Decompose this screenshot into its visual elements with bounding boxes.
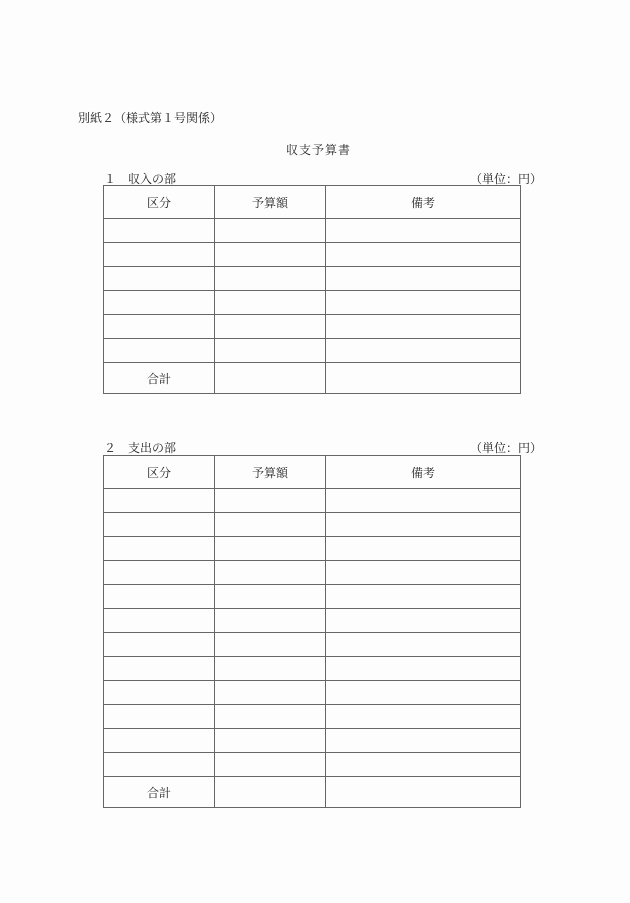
total-row: [104, 363, 521, 394]
table-row: [104, 705, 521, 729]
table-header-row: [104, 456, 521, 489]
expense-heading: ２ 支出の部: [104, 441, 177, 455]
total-remarks-cell[interactable]: [326, 777, 521, 808]
table-row: [104, 489, 521, 513]
category-cell[interactable]: [104, 681, 215, 705]
total-budget-cell[interactable]: [215, 363, 326, 394]
category-cell[interactable]: [104, 219, 215, 243]
expense-unit: （単位：円）: [470, 441, 543, 455]
total-label: 合計: [104, 777, 215, 808]
category-cell[interactable]: [104, 489, 215, 513]
column-header-budget: 予算額: [215, 186, 326, 219]
remarks-cell[interactable]: [326, 729, 521, 753]
column-header-remarks: 備考: [326, 456, 521, 489]
category-cell[interactable]: [104, 753, 215, 777]
table-row: [104, 561, 521, 585]
remarks-cell[interactable]: [326, 315, 521, 339]
budget-cell[interactable]: [215, 609, 326, 633]
category-cell[interactable]: [104, 291, 215, 315]
table-row: [104, 657, 521, 681]
column-header-category: 区分: [104, 186, 215, 219]
budget-cell[interactable]: [215, 729, 326, 753]
budget-cell[interactable]: [215, 243, 326, 267]
column-header-remarks: 備考: [326, 186, 521, 219]
table-row: [104, 537, 521, 561]
remarks-cell[interactable]: [326, 243, 521, 267]
budget-cell[interactable]: [215, 585, 326, 609]
column-header-budget: 予算額: [215, 456, 326, 489]
budget-cell[interactable]: [215, 705, 326, 729]
budget-cell[interactable]: [215, 489, 326, 513]
remarks-cell[interactable]: [326, 339, 521, 363]
remarks-cell[interactable]: [326, 291, 521, 315]
remarks-cell[interactable]: [326, 705, 521, 729]
remarks-cell[interactable]: [326, 753, 521, 777]
remarks-cell[interactable]: [326, 681, 521, 705]
category-cell[interactable]: [104, 609, 215, 633]
remarks-cell[interactable]: [326, 267, 521, 291]
budget-cell[interactable]: [215, 537, 326, 561]
table-row: [104, 729, 521, 753]
total-remarks-cell[interactable]: [326, 363, 521, 394]
category-cell[interactable]: [104, 513, 215, 537]
income-heading: １ 収入の部: [104, 172, 177, 186]
table-row: [104, 633, 521, 657]
category-cell[interactable]: [104, 561, 215, 585]
budget-cell[interactable]: [215, 753, 326, 777]
category-cell[interactable]: [104, 585, 215, 609]
budget-cell[interactable]: [215, 657, 326, 681]
table-row: [104, 315, 521, 339]
total-budget-cell[interactable]: [215, 777, 326, 808]
remarks-cell[interactable]: [326, 561, 521, 585]
remarks-cell[interactable]: [326, 513, 521, 537]
budget-cell[interactable]: [215, 633, 326, 657]
budget-cell[interactable]: [215, 315, 326, 339]
category-cell[interactable]: [104, 267, 215, 291]
attachment-label: 別紙２（様式第１号関係）: [78, 111, 223, 125]
document-title: 収支予算書: [286, 143, 352, 157]
table-header-row: [104, 186, 521, 219]
expense-table: [103, 455, 521, 808]
category-cell[interactable]: [104, 537, 215, 561]
category-cell[interactable]: [104, 243, 215, 267]
category-cell[interactable]: [104, 657, 215, 681]
income-table: [103, 185, 521, 394]
total-label: 合計: [104, 363, 215, 394]
budget-cell[interactable]: [215, 291, 326, 315]
table-row: [104, 753, 521, 777]
income-unit: （単位：円）: [470, 172, 543, 186]
remarks-cell[interactable]: [326, 657, 521, 681]
remarks-cell[interactable]: [326, 633, 521, 657]
table-row: [104, 339, 521, 363]
remarks-cell[interactable]: [326, 585, 521, 609]
category-cell[interactable]: [104, 339, 215, 363]
remarks-cell[interactable]: [326, 219, 521, 243]
table-row: [104, 681, 521, 705]
category-cell[interactable]: [104, 705, 215, 729]
column-header-category: 区分: [104, 456, 215, 489]
remarks-cell[interactable]: [326, 537, 521, 561]
table-row: [104, 243, 521, 267]
category-cell[interactable]: [104, 633, 215, 657]
table-row: [104, 219, 521, 243]
budget-cell[interactable]: [215, 219, 326, 243]
budget-cell[interactable]: [215, 267, 326, 291]
table-row: [104, 609, 521, 633]
category-cell[interactable]: [104, 729, 215, 753]
budget-cell[interactable]: [215, 513, 326, 537]
budget-cell[interactable]: [215, 339, 326, 363]
table-row: [104, 513, 521, 537]
table-row: [104, 291, 521, 315]
budget-cell[interactable]: [215, 561, 326, 585]
table-row: [104, 585, 521, 609]
remarks-cell[interactable]: [326, 489, 521, 513]
total-row: [104, 777, 521, 808]
table-row: [104, 267, 521, 291]
remarks-cell[interactable]: [326, 609, 521, 633]
category-cell[interactable]: [104, 315, 215, 339]
budget-cell[interactable]: [215, 681, 326, 705]
